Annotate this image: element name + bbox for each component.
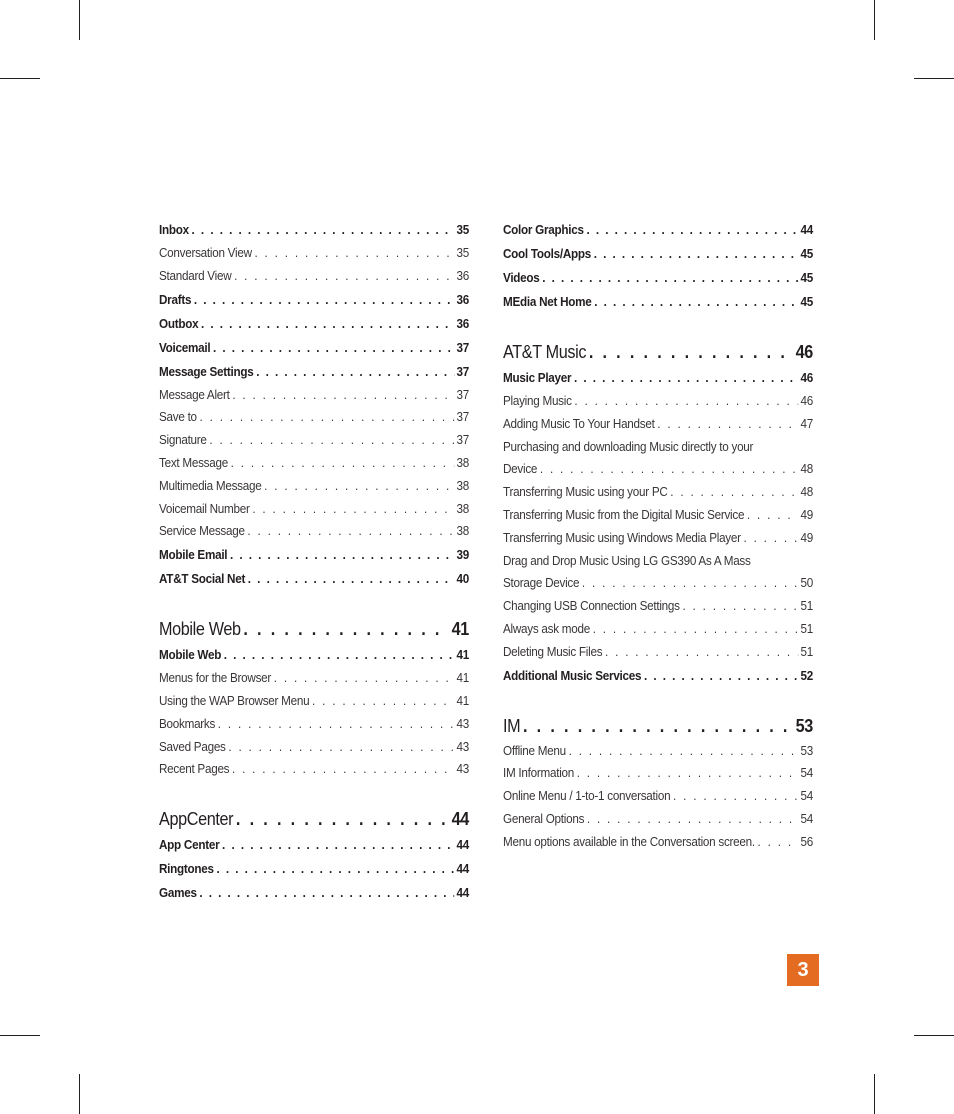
toc-entry-title: Conversation View (159, 245, 252, 260)
toc-entry-title: Menu options available in the Conversation screen. (503, 833, 755, 849)
toc-page-number: 37 (456, 386, 469, 402)
toc-page-number: 41 (456, 670, 469, 686)
toc-entry[interactable] (503, 527, 813, 550)
toc-entry[interactable] (159, 406, 469, 429)
dot-leader (577, 762, 798, 785)
toc-page-number: 38 (456, 523, 469, 539)
toc-entry[interactable] (159, 452, 469, 475)
toc-page-number: 36 (456, 291, 469, 307)
toc-entry[interactable] (503, 242, 813, 266)
toc-entry-title: Text Message (159, 454, 228, 470)
toc-entry[interactable] (159, 288, 469, 312)
toc-entry-title: Save to (159, 409, 197, 425)
toc-entry-title: AT&T Social Net (159, 571, 246, 587)
toc-page-number: 44 (456, 837, 469, 853)
toc-entry[interactable] (503, 266, 813, 290)
toc-entry[interactable] (503, 458, 813, 481)
toc-entry[interactable] (159, 643, 469, 667)
dot-leader (194, 288, 454, 312)
toc-entry[interactable] (503, 481, 813, 504)
toc-entry[interactable] (503, 808, 813, 831)
dot-leader (523, 712, 793, 740)
toc-entry-line[interactable]: Drag and Drop Music Using LG GS390 As A Mass (503, 552, 751, 568)
toc-page-number: 50 (800, 575, 813, 591)
toc-entry-title: Device (503, 461, 538, 477)
dot-leader (569, 740, 798, 763)
toc-page-number: 53 (795, 715, 813, 736)
dot-leader (232, 384, 453, 407)
toc-entry-title: Additional Music Services (503, 667, 642, 683)
toc-page-number: 46 (795, 342, 813, 362)
dot-leader (657, 413, 797, 436)
toc-page-number: 36 (456, 267, 469, 283)
toc-entry[interactable] (503, 218, 813, 242)
toc-page-number: 51 (800, 598, 813, 614)
toc-entry-title: Changing USB Connection Settings (503, 598, 680, 614)
dot-leader (586, 218, 797, 242)
toc-entry-title: Transferring Music from the Digital Music Service (503, 506, 745, 522)
toc-entry-title: Outbox (159, 315, 199, 331)
toc-entry[interactable] (503, 572, 813, 595)
crop-mark (0, 78, 40, 79)
toc-entry[interactable] (503, 413, 813, 436)
toc-left-column (159, 218, 469, 905)
toc-page-number: 43 (456, 715, 469, 731)
toc-page-number: 52 (800, 667, 813, 683)
toc-page-number: 37 (456, 339, 469, 355)
toc-page-number: 44 (456, 885, 469, 901)
toc-section-heading[interactable] (159, 805, 469, 833)
toc-page-number: 48 (800, 461, 813, 477)
toc-page-number: 37 (456, 432, 469, 448)
toc-page-number: 49 (800, 529, 813, 545)
dot-leader (542, 266, 798, 290)
toc-page-number: 39 (456, 547, 469, 563)
toc-entry-title: Storage Device (503, 575, 580, 591)
toc-page-number: 45 (800, 246, 813, 261)
dot-leader (243, 615, 449, 643)
toc-entry[interactable] (159, 498, 469, 521)
toc-page-number: 35 (456, 245, 469, 260)
toc-entry-title: Message Alert (159, 386, 230, 402)
toc-page-number: 48 (800, 484, 813, 500)
page-number-badge: 3 (787, 954, 819, 986)
toc-entry[interactable] (159, 312, 469, 336)
toc-page-number: 35 (456, 222, 469, 237)
dot-leader (254, 242, 453, 265)
toc-entry[interactable] (503, 785, 813, 808)
toc-entry-title: Standard View (159, 267, 232, 283)
toc-entry-title: Cool Tools/Apps (503, 246, 592, 261)
toc-entry-title: App Center (159, 837, 220, 853)
toc-entry[interactable] (159, 567, 469, 591)
toc-entry-title: Signature (159, 432, 207, 448)
toc-page-number: 38 (456, 477, 469, 493)
toc-entry-title: Deleting Music Files (503, 643, 603, 659)
toc-entry-title: AppCenter (159, 809, 234, 830)
toc-entry-title: Music Player (503, 370, 572, 385)
toc-page-number: 38 (456, 454, 469, 470)
dot-leader (670, 481, 798, 504)
toc-page-number: 44 (451, 809, 469, 830)
toc-entry-title: Always ask mode (503, 620, 590, 636)
dot-leader (582, 572, 798, 595)
toc-entry[interactable] (159, 881, 469, 905)
dot-leader (747, 504, 798, 527)
dot-leader (228, 736, 453, 759)
toc-entry-title: Games (159, 885, 197, 901)
toc-entry-title: Offline Menu (503, 742, 566, 758)
toc-page-number: 46 (800, 370, 813, 385)
toc-page-number: 53 (800, 742, 813, 758)
toc-entry-title: Message Settings (159, 363, 254, 379)
toc-entry-title: Voicemail (159, 339, 211, 355)
toc-entry[interactable] (159, 736, 469, 759)
toc-entry-line[interactable]: Purchasing and downloading Music directly to your (503, 438, 754, 454)
toc-page-number: 44 (800, 222, 813, 237)
toc-entry[interactable] (503, 504, 813, 527)
toc-entry-title: Videos (503, 270, 540, 285)
toc-entry-title: Transferring Music using Windows Media Player (503, 529, 741, 545)
dot-leader (248, 567, 454, 591)
dot-leader (540, 458, 798, 481)
toc-entry[interactable] (503, 618, 813, 641)
dot-leader (209, 429, 453, 452)
toc-entry-title: AT&T Music (503, 342, 587, 362)
toc-page-number: 37 (456, 363, 469, 379)
dot-leader (758, 831, 798, 854)
toc-page-number: 51 (800, 620, 813, 636)
dot-leader (256, 360, 454, 384)
toc-page-number: 51 (800, 643, 813, 659)
toc-entry-title: Menus for the Browser (159, 670, 272, 686)
dot-leader (218, 713, 454, 736)
toc-page-number: 38 (456, 500, 469, 516)
crop-mark (79, 0, 80, 40)
crop-mark (874, 1074, 875, 1114)
dot-leader (216, 857, 453, 881)
toc-entry[interactable] (159, 429, 469, 452)
toc-entry[interactable] (159, 265, 469, 288)
toc-entry[interactable] (503, 740, 813, 763)
toc-entry[interactable] (503, 831, 813, 854)
dot-leader (589, 338, 793, 366)
dot-leader (743, 527, 797, 550)
toc-entry-title: Transferring Music using your PC (503, 484, 668, 500)
toc-section-heading[interactable] (503, 712, 813, 740)
toc-entry[interactable] (159, 360, 469, 384)
toc-page-number: 40 (456, 571, 469, 587)
toc-entry-title: Using the WAP Browser Menu (159, 692, 310, 708)
dot-leader (201, 312, 454, 336)
dot-leader (230, 543, 454, 567)
toc-entry-title: Mobile Web (159, 619, 241, 640)
toc-entry[interactable] (503, 290, 813, 314)
toc-entry[interactable] (159, 713, 469, 736)
dot-leader (312, 690, 454, 713)
dot-leader (199, 881, 453, 905)
toc-page-number: 45 (800, 294, 813, 309)
toc-entry[interactable] (159, 384, 469, 407)
toc-entry-title: Mobile Web (159, 647, 222, 663)
dot-leader (232, 758, 454, 781)
toc-entry-title: Playing Music (503, 393, 572, 408)
toc-page-number: 43 (456, 761, 469, 777)
toc-page-number: 37 (456, 409, 469, 425)
toc-right-column (503, 218, 813, 854)
dot-leader (224, 643, 454, 667)
toc-entry-title: Recent Pages (159, 761, 230, 777)
toc-entry[interactable] (503, 595, 813, 618)
toc-page-number: 54 (800, 810, 813, 826)
toc-page-number: 43 (456, 738, 469, 754)
toc-entry-title: Saved Pages (159, 738, 226, 754)
toc-section-heading[interactable] (503, 338, 813, 366)
toc-page-number: 41 (456, 647, 469, 663)
toc-entry-title: Voicemail Number (159, 500, 250, 516)
toc-entry[interactable] (503, 390, 813, 413)
toc-section-heading[interactable] (159, 615, 469, 643)
toc-entry[interactable] (159, 690, 469, 713)
toc-entry-title: IM (503, 715, 521, 736)
toc-page-number: 46 (800, 393, 813, 408)
crop-mark (874, 0, 875, 40)
dot-leader (213, 336, 454, 360)
dot-leader (252, 498, 453, 521)
dot-leader (682, 595, 797, 618)
dot-leader (264, 475, 454, 498)
dot-leader (673, 785, 798, 808)
toc-entry-title: Bookmarks (159, 715, 216, 731)
dot-leader (274, 667, 454, 690)
toc-entry[interactable] (159, 543, 469, 567)
toc-entry[interactable] (159, 475, 469, 498)
toc-entry-title: Adding Music To Your Handset (503, 415, 655, 431)
dot-leader (644, 664, 798, 688)
dot-leader (236, 805, 449, 833)
dot-leader (247, 520, 453, 543)
crop-mark (79, 1074, 80, 1114)
toc-page-number: 45 (800, 270, 813, 285)
toc-page-number: 41 (451, 619, 469, 640)
toc-entry-title: Service Message (159, 523, 245, 539)
toc-page-number: 49 (800, 506, 813, 522)
toc-page-number: 44 (456, 861, 469, 877)
dot-leader (605, 641, 798, 664)
toc-page-number: 56 (800, 833, 813, 849)
dot-leader (222, 833, 454, 857)
dot-leader (574, 366, 798, 390)
toc-page-number: 36 (456, 315, 469, 331)
toc-page-number: 54 (800, 788, 813, 804)
toc-entry[interactable] (159, 667, 469, 690)
toc-entry-title: Inbox (159, 222, 189, 237)
dot-leader (192, 218, 454, 242)
crop-mark (914, 1035, 954, 1036)
toc-entry[interactable] (159, 336, 469, 360)
toc-entry-title: Mobile Email (159, 547, 228, 563)
toc-entry-title: Multimedia Message (159, 477, 262, 493)
dot-leader (234, 265, 454, 288)
toc-entry[interactable] (159, 218, 469, 242)
toc-entry[interactable] (159, 857, 469, 881)
toc-page-number: 41 (456, 692, 469, 708)
toc-entry[interactable] (503, 664, 813, 688)
dot-leader (200, 406, 454, 429)
toc-entry-title: Online Menu / 1-to-1 conversation (503, 788, 671, 804)
toc-entry-title: MEdia Net Home (503, 294, 592, 309)
dot-leader (587, 808, 798, 831)
toc-entry[interactable] (159, 833, 469, 857)
crop-mark (914, 78, 954, 79)
toc-entry[interactable] (159, 242, 469, 265)
toc-entry[interactable] (503, 762, 813, 785)
toc-page-number: 47 (800, 415, 813, 431)
toc-entry[interactable] (503, 366, 813, 390)
toc-entry-title: Ringtones (159, 861, 214, 877)
toc-page-number: 54 (800, 765, 813, 781)
toc-entry-title: Drafts (159, 291, 192, 307)
dot-leader (593, 618, 798, 641)
toc-entry[interactable] (503, 641, 813, 664)
toc-entry-title: General Options (503, 810, 585, 826)
dot-leader (574, 390, 797, 413)
toc-entry[interactable] (159, 758, 469, 781)
toc-entry-title: Color Graphics (503, 222, 584, 237)
dot-leader (594, 242, 798, 266)
crop-mark (0, 1035, 40, 1036)
toc-entry[interactable] (159, 520, 469, 543)
toc-entry-title: IM Information (503, 765, 575, 781)
dot-leader (594, 290, 798, 314)
dot-leader (231, 452, 454, 475)
